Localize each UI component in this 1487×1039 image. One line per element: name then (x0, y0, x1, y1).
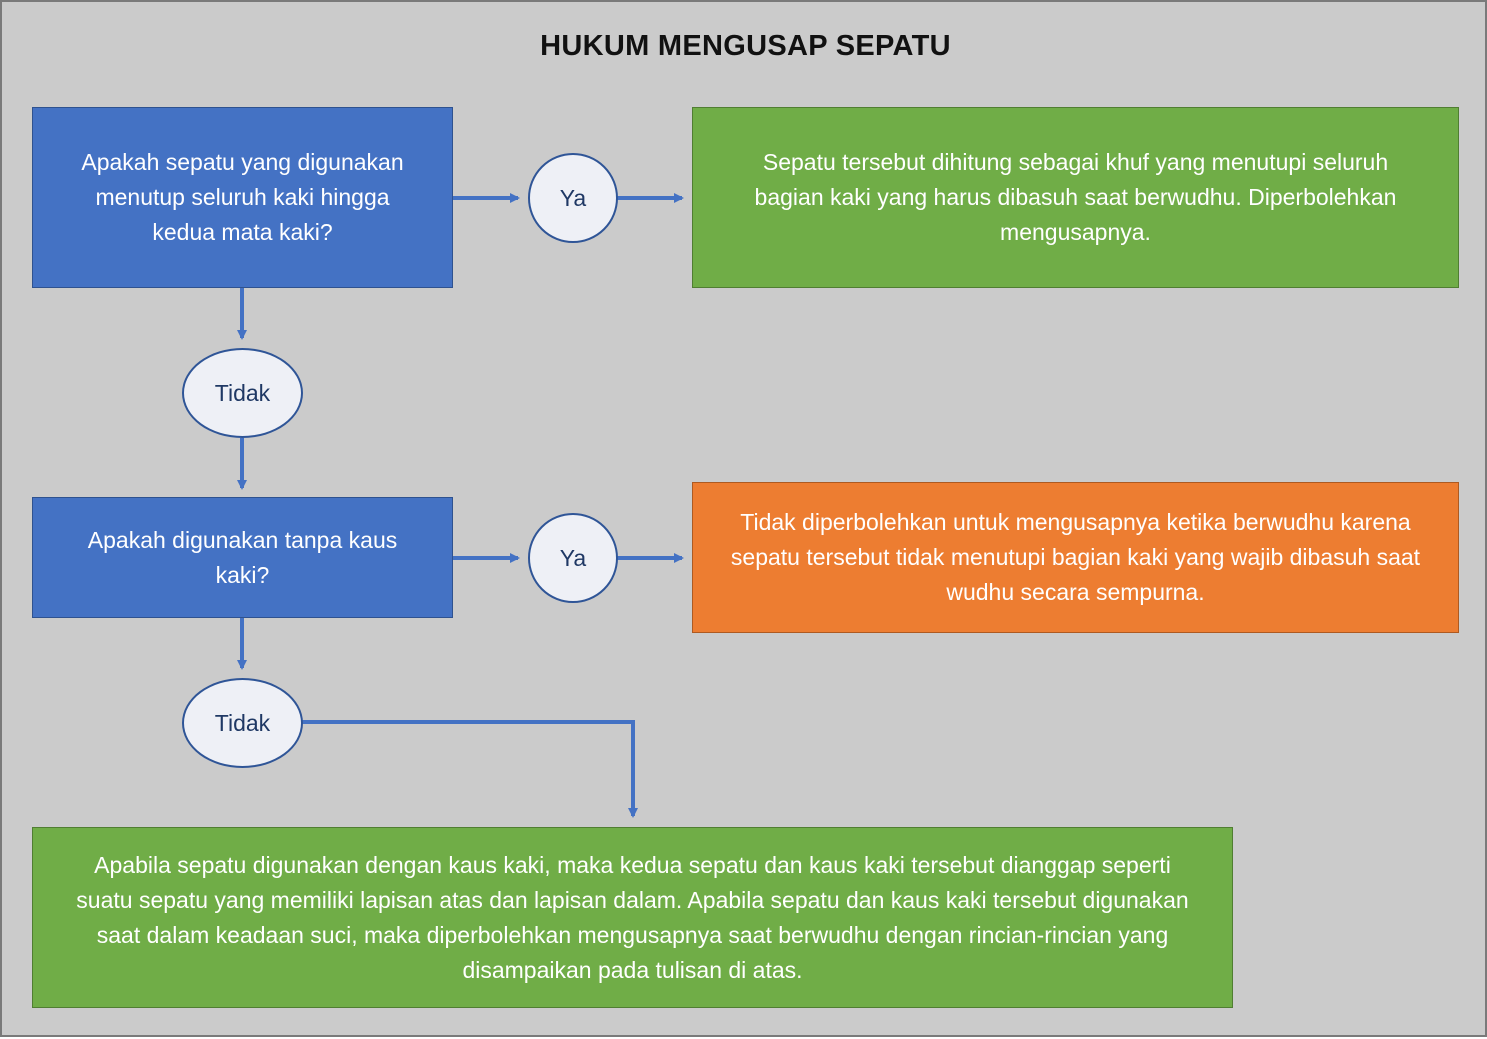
question-1-box (32, 107, 453, 288)
outcome-3-box (32, 827, 1233, 1008)
outcome-3-text: Apabila sepatu digunakan dengan kaus kaki, maka kedua sepatu dan kaus kaki tersebut dianggap seperti suatu sepatu yang memiliki lapisan atas dan lapisan dalam. Apabila sepatu dan kaus kaki tersebut digunakan saat dalam keadaan suci, maka diperbolehkan mengusapnya saat berwudhu dengan rincian-rincian yang disampaikan pada tulisan di atas. (76, 851, 1189, 983)
question-2-box (32, 497, 453, 618)
decision-no-2-label: Tidak (214, 709, 271, 736)
outcome-1-text: Sepatu tersebut dihitung sebagai khuf yang menutupi seluruh bagian kaki yang harus dibasuh saat berwudhu. Diperbolehkan mengusapnya. (754, 149, 1397, 245)
decision-yes-1 (528, 153, 618, 243)
decision-no-1 (182, 348, 303, 438)
outcome-1-box (692, 107, 1459, 288)
decision-yes-2-label: Ya (559, 544, 587, 571)
arrow-no2-to-outcome3 (302, 722, 633, 816)
decision-yes-1-label: Ya (559, 184, 587, 211)
outcome-2-box (692, 482, 1459, 633)
question-1-text: Apakah sepatu yang digunakan menutup seluruh kaki hingga kedua mata kaki? (81, 149, 404, 245)
decision-no-2 (182, 678, 303, 768)
outcome-2-text: Tidak diperbolehkan untuk mengusapnya ketika berwudhu karena sepatu tersebut tidak menutupi bagian kaki yang wajib dibasuh saat wudhu secara sempurna. (730, 509, 1421, 605)
diagram-title: HUKUM MENGUSAP SEPATU (540, 30, 951, 62)
decision-yes-2 (528, 513, 618, 603)
decision-no-1-label: Tidak (214, 379, 271, 406)
question-2-text: Apakah digunakan tanpa kaus kaki? (87, 526, 398, 588)
